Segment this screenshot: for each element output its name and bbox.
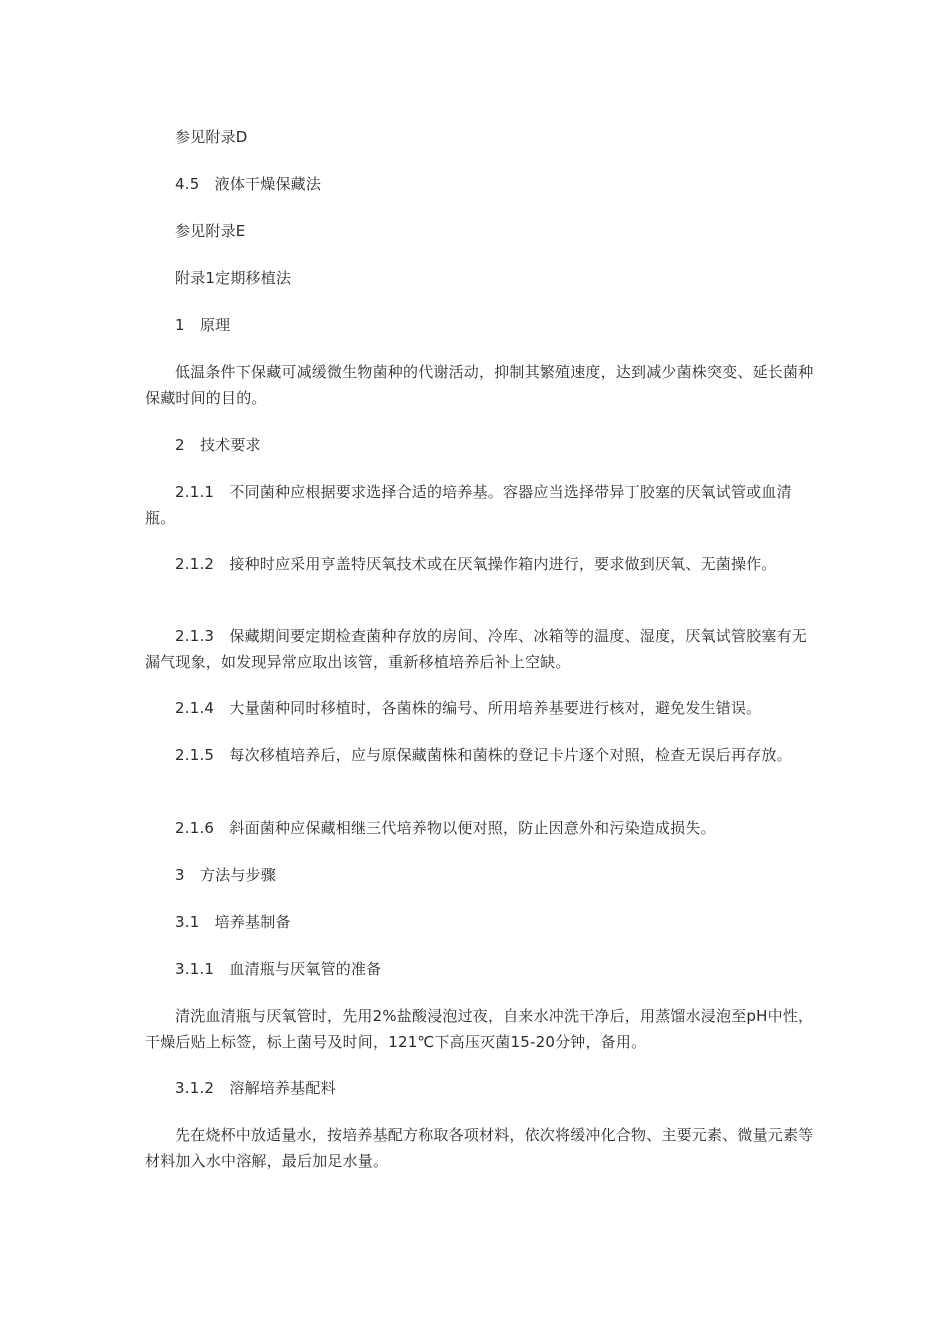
section-heading-3: 3 方法与步骤 — [175, 866, 276, 884]
section-heading-1: 1 原理 — [175, 316, 231, 334]
appendix-title: 附录1定期移植法 — [175, 269, 292, 287]
section-heading-2: 2 技术要求 — [175, 436, 261, 454]
paragraph-2-1-6: 2.1.6 斜面菌种应保藏相继三代培养物以便对照，防止因意外和污染造成损失。 — [175, 819, 716, 837]
paragraph-principle: 低温条件下保藏可减缓微生物菌种的代谢活动，抑制其繁殖速度，达到减少菌株突变、延长菌种保藏时间的目的。 — [145, 363, 814, 407]
paragraph-2-1-5: 2.1.5 每次移植培养后，应与原保藏菌株和菌株的登记卡片逐个对照，检查无误后再存放。 — [175, 746, 792, 764]
paragraph-3-1-1-body: 清洗血清瓶与厌氧管时，先用2%盐酸浸泡过夜，自来水冲洗干净后，用蒸馏水浸泡至pH中性，干燥后贴上标签，标上菌号及时间，121℃下高压灭菌15-20分钟，备用。 — [145, 1007, 814, 1051]
paragraph-2-1-1: 2.1.1 不同菌种应根据要求选择合适的培养基。容器应当选择带异丁胶塞的厌氧试管或血清瓶。 — [145, 483, 792, 527]
paragraph-2-1-2: 2.1.2 接种时应采用亨盖特厌氧技术或在厌氧操作箱内进行，要求做到厌氧、无菌操作。 — [175, 555, 777, 573]
section-heading-3-1-1: 3.1.1 血清瓶与厌氧管的准备 — [175, 960, 382, 978]
section-heading-4-5: 4.5 液体干燥保藏法 — [175, 175, 322, 193]
paragraph-2-1-3: 2.1.3 保藏期间要定期检查菌种存放的房间、冷库、冰箱等的温度、湿度，厌氧试管胶塞有无漏气现象，如发现异常应取出该管，重新移植培养后补上空缺。 — [145, 627, 807, 671]
paragraph-see-appendix-e: 参见附录E — [175, 222, 246, 240]
paragraph-see-appendix-d: 参见附录D — [175, 128, 248, 146]
section-heading-3-1: 3.1 培养基制备 — [175, 913, 291, 931]
paragraph-2-1-4: 2.1.4 大量菌种同时移植时，各菌株的编号、所用培养基要进行核对，避免发生错误。 — [175, 699, 762, 717]
section-heading-3-1-2: 3.1.2 溶解培养基配料 — [175, 1079, 336, 1097]
paragraph-3-1-2-body: 先在烧杯中放适量水，按培养基配方称取各项材料，依次将缓冲化合物、主要元素、微量元素等材料加入水中溶解，最后加足水量。 — [145, 1126, 814, 1170]
